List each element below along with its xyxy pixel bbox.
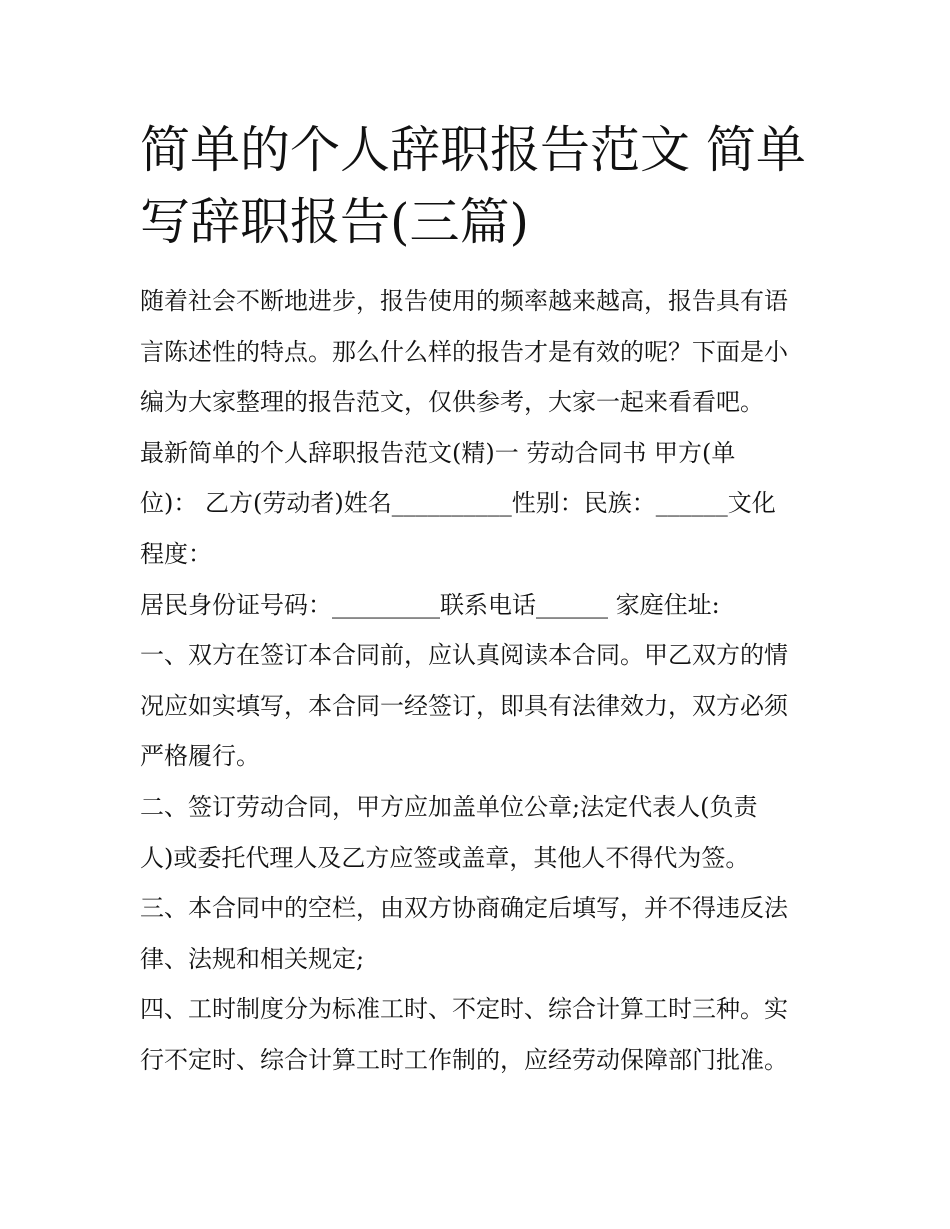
body-line: 行不定时、综合计算工时工作制的，应经劳动保障部门批准。 [140,1045,788,1074]
title-line-2: 写辞职报告(三篇) [140,193,530,251]
body-line: 编为大家整理的报告范文，仅供参考，大家一起来看看吧。 [140,388,764,417]
body-line: 律、法规和相关规定; [140,944,365,973]
body-line: 二、签订劳动合同，甲方应加盖单位公章;法定代表人(负责 [140,792,758,821]
body-line: 四、工时制度分为标准工时、不定时、综合计算工时三种。实 [140,995,788,1024]
body-line: 程度： [140,539,212,568]
body-line: 居民身份证号码：_________联系电话______ 家庭住址: [140,590,720,619]
document-body [140,276,830,1086]
body-line: 言陈述性的特点。那么什么样的报告才是有效的呢？下面是小 [140,337,788,366]
body-line: 一、双方在签订本合同前，应认真阅读本合同。甲乙双方的情 [140,641,788,670]
body-line: 况应如实填写，本合同一经签订，即具有法律效力，双方必须 [140,691,788,720]
title-line-1: 简单的个人辞职报告范文 简单 [140,121,806,179]
body-line: 人)或委托代理人及乙方应签或盖章，其他人不得代为签。 [140,843,750,872]
body-line: 严格履行。 [140,742,260,771]
body-line: 位)： 乙方(劳动者)姓名__________性别：民族：______文化 [140,489,776,518]
page-title [140,114,830,258]
body-line: 最新简单的个人辞职报告范文(精)一 劳动合同书 甲方(单 [140,438,736,467]
body-line: 随着社会不断地进步，报告使用的频率越来越高，报告具有语 [140,287,788,315]
body-line: 三、本合同中的空栏，由双方协商确定后填写，并不得违反法 [140,894,788,923]
